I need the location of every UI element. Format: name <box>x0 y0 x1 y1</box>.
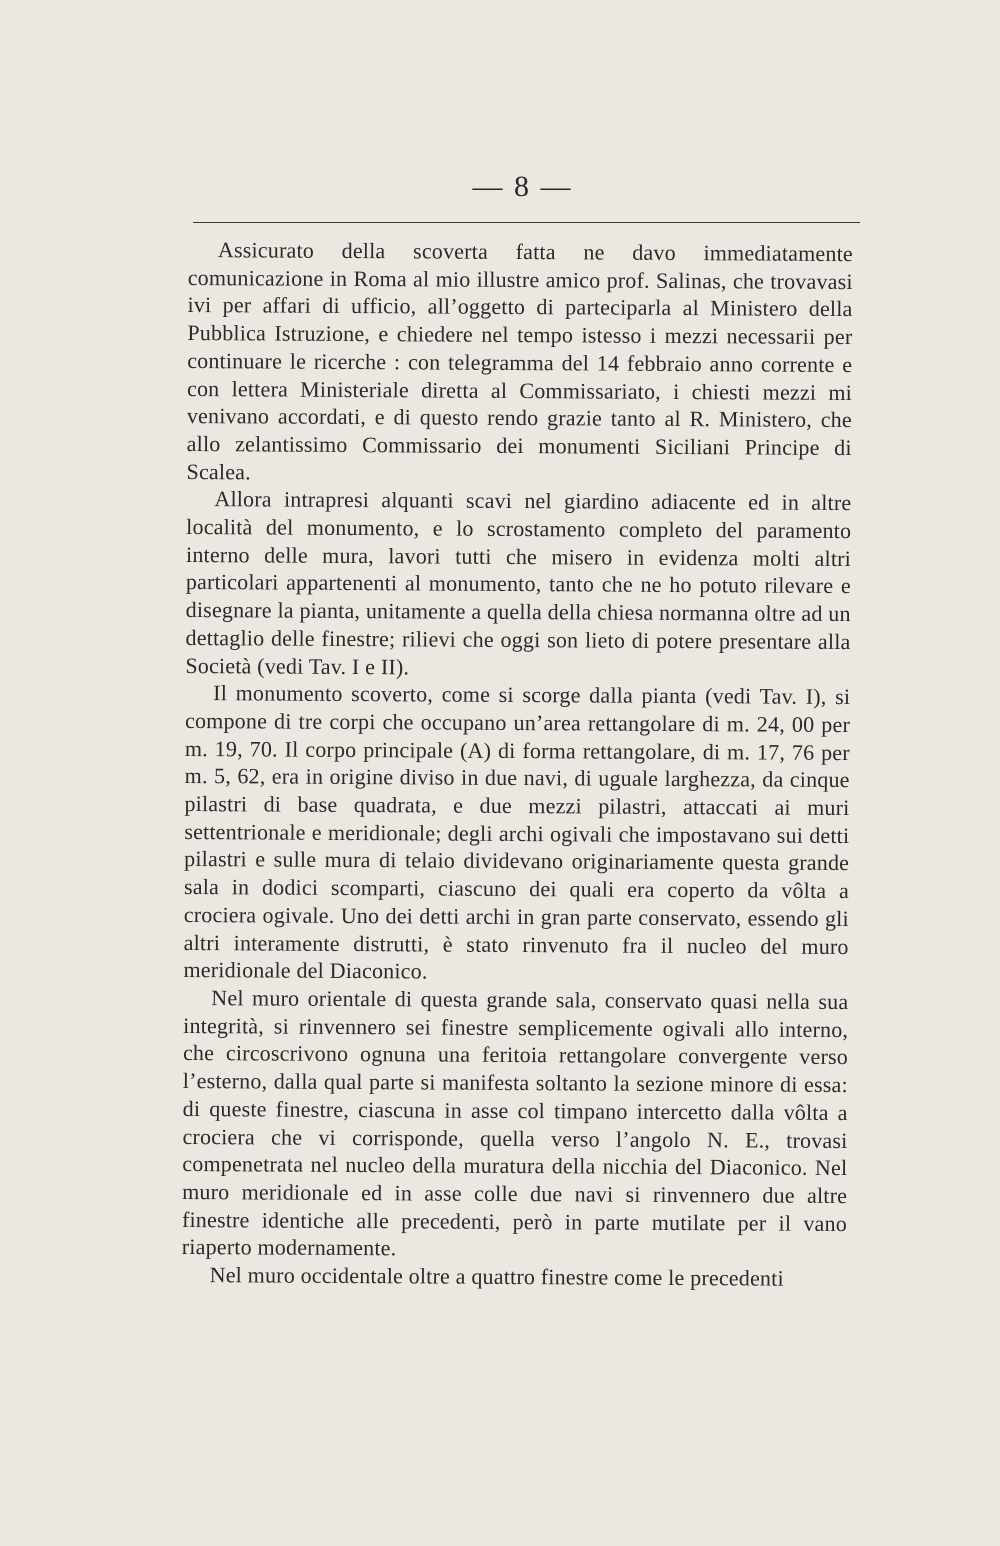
paragraph: Nel muro occidentale oltre a quattro finestre come le precedenti <box>209 1262 784 1291</box>
paragraph: Assicurato della scoverta fatta ne davo immediatamente comunicazione in Roma al mio illustre amico prof. Salinas, che trovavasi ivi per affari di ufficio, all’oggetto di parteciparla al Ministero della Pubblica Istruzione, e chiedere nel tempo istesso i mezzi necessarii per continuare le ricerche : con telegramma del 14 febbraio anno corrente e con lettera Ministeriale diretta al Commissariato, i chiesti mezzi mi venivano accordati, e di questo rendo grazie tanto al R. Ministero, che allo zelantissimo Commissario dei monumenti Siciliani Principe di Scalea. <box>186 237 853 485</box>
header-rule <box>193 222 860 223</box>
paragraph: Nel muro orientale di questa grande sala, conservato quasi nella sua integrità, si rinvennero sei finestre semplicemente ogivali allo interno, che circoscrivono ognuna una feritoia rettangolare convergente verso l’esterno, dalla qual parte si manifesta soltanto la sezione minore di essa: di queste finestre, ciascuna in asse col timpano intercetto dalla vôlta a crociera che vi corrisponde, quella verso l’angolo N. E., trovasi compenetrata nel nucleo della muratura della nicchia del Diaconico. Nel muro meridionale ed in asse colle due navi si rinvennero due altre finestre identiche alle precedenti, però in parte mutilate per il vano riaperto modernamente. <box>181 985 849 1261</box>
paragraph: Il monumento scoverto, come si scorge dalla pianta (vedi Tav. I), si compone di tre corpi che occupano un’area rettangolare di m. 24, 00 per m. 19, 70. Il corpo principale (A) di forma rettangolare, di m. 17, 76 per m. 5, 62, era in origine diviso in due navi, di uguale larghezza, da cinque pilastri di base quadrata, e due mezzi pilastri, attaccati ai muri settentrionale e meridionale; degli archi ogivali che impostavano sui detti pilastri e sulle mura di telaio dividevano originariamente questa grande sala in dodici scomparti, ciascuno dei quali era coperto da vôlta a crociera ogivale. Uno dei detti archi in gran parte conservato, essendo gli altri interamente distrutti, è stato rinvenuto fra il nucleo del muro meridionale del Diaconico. <box>183 680 851 984</box>
page-number: — 8 — <box>472 170 573 203</box>
paragraph: Allora intrapresi alquanti scavi nel giardino adiacente ed in altre località del monumento, e lo scrostamento completo del paramento interno delle mura, lavori tutti che misero in evidenza molti altri particolari appartenenti al monumento, tanto che ne ho potuto rilevare e disegnare la pianta, unitamente a quella della chiesa normanna oltre ad un dettaglio delle finestre; rilievi che oggi son lieto di potere presentare alla Società (vedi Tav. I e II). <box>185 486 852 679</box>
body-text <box>182 236 853 1293</box>
